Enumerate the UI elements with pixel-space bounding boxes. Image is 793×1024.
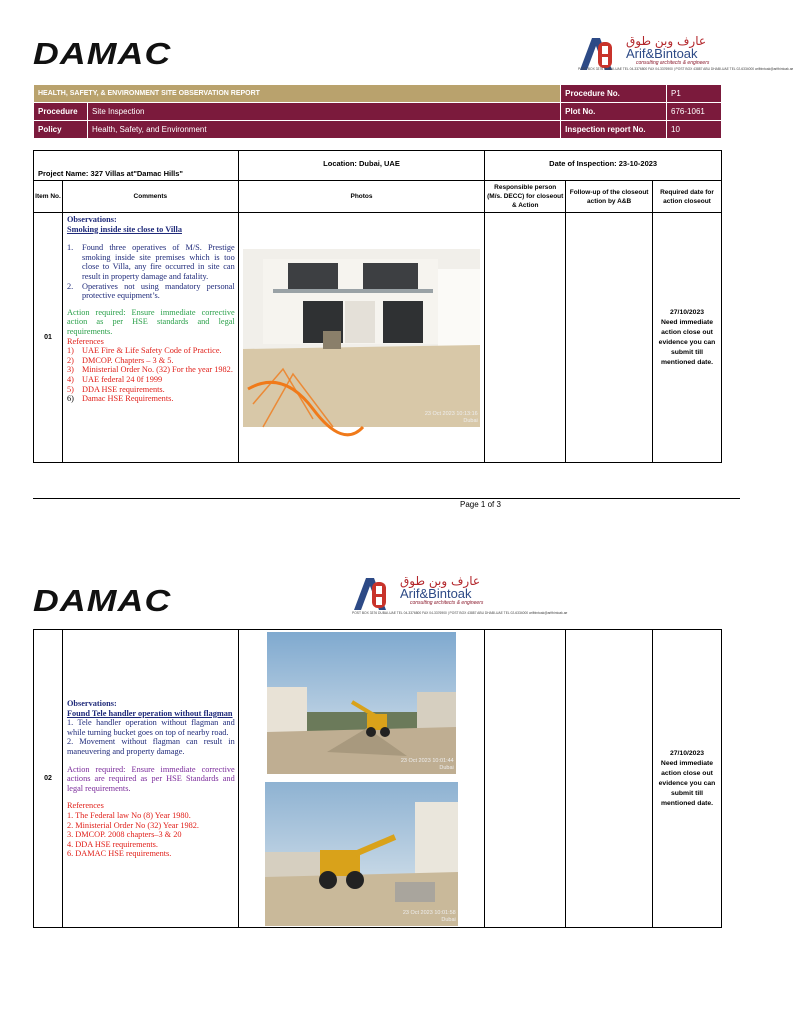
ab-address: POST BOX 3376 DUBAI-UAE TEL 04-3376800 FAX 04-3376900 | POST BOX 43887 ABU DHABI-UAE TEL 02-6334000 arifbintoak@arifbintoak.ae xyxy=(578,67,793,71)
photo-stamp-date: 23 Oct 2023 10:01:44 xyxy=(400,758,454,764)
ab-arabic-name: عارف وبن طوق xyxy=(626,34,707,48)
responsible-cell xyxy=(485,630,566,928)
plot-label: Plot No. xyxy=(561,103,667,121)
damac-logo: DAMAC xyxy=(33,36,172,71)
list-item xyxy=(67,394,235,404)
ab-tagline: consulting architects & engineers xyxy=(636,60,710,66)
col-responsible: Responsible person (M/s. DECC) for closeout & Action xyxy=(485,181,566,213)
photo-stamp-place: Dubai xyxy=(441,917,456,923)
photos-cell xyxy=(238,630,485,928)
responsible-cell xyxy=(485,213,566,463)
due-note-4: submit till xyxy=(670,789,704,797)
telehandler-photo-2 xyxy=(265,782,458,926)
due-note-1: Need immediate xyxy=(660,759,714,767)
list-number: 2. xyxy=(66,281,74,291)
observation-title: Found Tele handler operation without flagman xyxy=(66,708,233,718)
report-header-table xyxy=(33,84,722,139)
photos-cell xyxy=(238,213,485,463)
procedure-no-label: Procedure No. xyxy=(561,85,667,103)
list-text: Found three operatives of M/S. Prestige smoking inside site premises which is too close to Villa, any fire occurred in site can result in property damage and fatality. xyxy=(81,243,235,281)
comments-cell xyxy=(62,630,238,928)
due-note-1: Need immediate xyxy=(660,318,714,326)
procedure-label: Procedure xyxy=(34,103,88,121)
action-required: Action required: Ensure immediate corrective action as per HSE standards and legal requirements. xyxy=(66,307,235,336)
observation-title: Smoking inside site close to Villa xyxy=(66,224,182,234)
list-item xyxy=(67,356,235,366)
procedure-value: Site Inspection xyxy=(87,103,560,121)
list-number: 4) xyxy=(66,374,74,384)
list-text: DDA HSE requirements. xyxy=(81,384,165,394)
due-note-2: action close out xyxy=(661,328,713,336)
col-followup: Follow-up of the closeout action by A&B xyxy=(566,181,653,213)
list-item xyxy=(67,282,235,301)
observation-table-2 xyxy=(33,629,722,928)
due-note-5: mentioned date. xyxy=(660,799,714,807)
list-item xyxy=(67,385,235,395)
list-text: UAE federal 24 0f 1999 xyxy=(81,374,163,384)
required-date-cell xyxy=(653,213,722,463)
list-number: 6) xyxy=(66,394,74,404)
comments-cell xyxy=(62,213,238,463)
ab-mark-icon xyxy=(352,576,392,612)
list-item xyxy=(67,243,235,281)
references-heading: References xyxy=(66,336,104,346)
reference-item: 3. DMCOP. 2008 chapters–3 & 20 xyxy=(66,830,182,840)
ab-arabic-name: عارف وبن طوق xyxy=(400,574,481,588)
due-note-4: submit till xyxy=(670,348,704,356)
plot-value: 676-1061 xyxy=(667,103,722,121)
policy-value: Health, Safety, and Environment xyxy=(87,121,560,139)
ab-address-p2: POST BOX 3376 DUBAI-UAE TEL 04-3376800 FAX 04-3376900 | POST BOX 43887 ABU DHABI-UAE TEL 02-6334000 arifbintoak@arifbintoak.ae xyxy=(352,611,568,615)
reference-item: 4. DDA HSE requirements. xyxy=(66,839,158,849)
ab-name: Arif&Bintoak xyxy=(400,586,472,601)
list-item xyxy=(67,365,235,375)
due-note-3: evidence you can xyxy=(658,338,716,346)
due-note-3: evidence you can xyxy=(658,779,716,787)
report-title: HEALTH, SAFETY, & ENVIRONMENT SITE OBSERVATION REPORT xyxy=(34,85,561,103)
list-text: Damac HSE Requirements. xyxy=(81,394,174,404)
list-number: 2) xyxy=(66,355,74,365)
telehandler-photo-1 xyxy=(267,632,456,774)
page-divider xyxy=(33,498,740,499)
list-text: DMCOP. Chapters – 3 & 5. xyxy=(81,355,174,365)
page-number: Page 1 of 3 xyxy=(460,500,501,509)
due-date: 27/10/2023 xyxy=(670,308,705,316)
damac-logo-p2: DAMAC xyxy=(33,583,172,618)
photo-stamp-place: Dubai xyxy=(439,765,454,771)
col-photos: Photos xyxy=(238,181,485,213)
observations-heading: Observations: xyxy=(66,699,117,709)
ab-name: Arif&Bintoak xyxy=(626,46,698,61)
list-text: Operatives not using mandatory personal protective equipment’s. xyxy=(81,281,235,301)
list-number: 1. xyxy=(66,243,74,253)
observation-list xyxy=(67,243,235,301)
report-no-value: 10 xyxy=(667,121,722,139)
followup-cell xyxy=(566,213,653,463)
references-heading: References xyxy=(66,801,104,811)
observations-heading: Observations: xyxy=(66,215,117,224)
col-item-no: Item No. xyxy=(34,181,63,213)
location: Location: Dubai, UAE xyxy=(238,151,485,181)
list-item xyxy=(67,346,235,356)
list-number: 3) xyxy=(66,365,74,375)
list-number: 1) xyxy=(66,346,74,356)
reference-item: 2. Ministerial Order No (32) Year 1982. xyxy=(66,820,199,830)
due-note-2: action close out xyxy=(661,769,713,777)
col-comments: Comments xyxy=(62,181,238,213)
item-no: 02 xyxy=(34,630,63,928)
list-item xyxy=(67,375,235,385)
followup-cell xyxy=(566,630,653,928)
ab-tagline: consulting architects & engineers xyxy=(410,600,484,606)
references-list xyxy=(67,346,235,404)
reference-item: 6. DAMAC HSE requirements. xyxy=(66,849,172,859)
observation-text: 1. Tele handler operation without flagman and while turning bucket goes on top of nearby road. 2. Movement without flagman can result in maneuvering and property damage. xyxy=(66,718,235,757)
due-note-5: mentioned date. xyxy=(660,358,714,366)
photo-stamp-date: 23 Oct 2023 10:01:58 xyxy=(402,910,456,916)
reference-item: 1. The Federal law No (8) Year 1980. xyxy=(66,810,191,820)
observation-table-1 xyxy=(33,150,722,463)
col-required-date: Required date for action closeout xyxy=(653,181,722,213)
project-name: Project Name: 327 Villas at"Damac Hills" xyxy=(34,151,239,181)
policy-label: Policy xyxy=(34,121,88,139)
due-date: 27/10/2023 xyxy=(669,749,705,757)
list-number: 5) xyxy=(66,384,74,394)
photo-stamp-date: 23 Oct 2023 10:13:16 xyxy=(424,411,478,417)
action-required: Action required: Ensure immediate corrective actions are required as per HSE Standards and legal requirements. xyxy=(66,764,235,793)
list-text: Ministerial Order No. (32) For the year 1982. xyxy=(81,365,233,375)
procedure-no-value: P1 xyxy=(667,85,722,103)
required-date-cell xyxy=(653,630,722,928)
item-no: 01 xyxy=(34,213,63,463)
report-no-label: Inspection report No. xyxy=(561,121,667,139)
list-text: UAE Fire & Life Safety Code of Practice. xyxy=(81,346,222,356)
photo-stamp-place: Dubai xyxy=(463,418,478,424)
villa-site-photo xyxy=(243,249,480,427)
arif-bintoak-logo-p2 xyxy=(352,576,502,616)
inspection-date: Date of Inspection: 23-10-2023 xyxy=(485,151,722,181)
references-list xyxy=(67,811,235,859)
